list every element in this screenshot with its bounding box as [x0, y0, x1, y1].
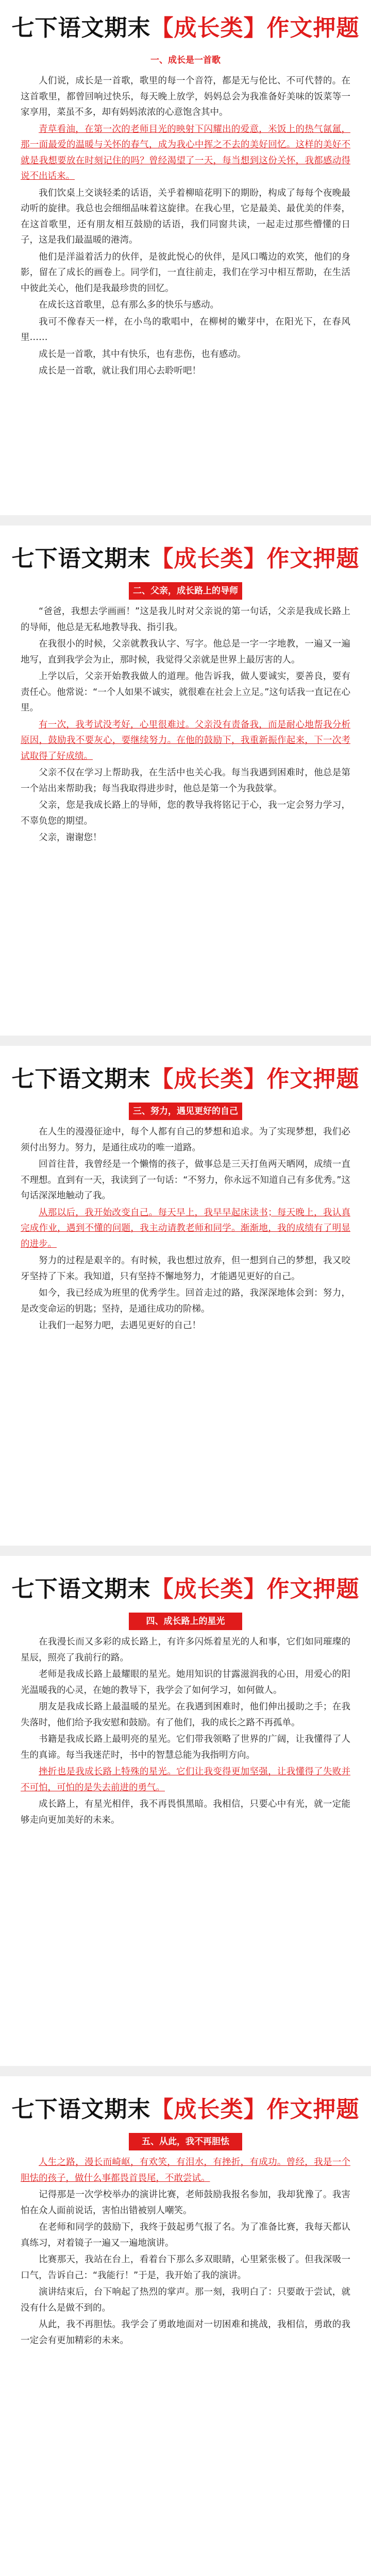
- title-mid: 【成长类】: [150, 2096, 267, 2123]
- title-left: 七下语文期末: [11, 546, 151, 572]
- essay-paragraph: 让我们一起努力吧，去遇见更好的自己！: [39, 1320, 201, 1331]
- essay-paragraph: “爸爸，我想去学画画！”这是我儿时对父亲说的第一句话，父亲是我成长路上的导师，他总是无私地教导我、指引我。: [21, 606, 350, 633]
- section-3-title: [0, 1051, 371, 1103]
- essay-paragraph: 演讲结束后，台下响起了热烈的掌声。那一刻，我明白了：只要敢于尝试，就没有什么是做不到的。: [21, 2287, 350, 2313]
- title-left: 七下语文期末: [11, 1066, 151, 1092]
- essay-paragraph-highlight: 从那以后，我开始改变自己。每天早上，我早早起床读书；每天晚上，我认真完成作业，遇到不懂的问题，我主动请教老师和同学。渐渐地，我的成绩有了明显的进步。: [21, 1207, 350, 1249]
- essay-paragraph: 在老师和同学的鼓励下，我终于鼓起勇气报了名。为了准备比赛，我每天都认真练习，对着镜子一遍又一遍地演讲。: [21, 2222, 350, 2248]
- essay-paragraph: 他们是洋溢着活力的伙伴，是彼此悦心的伙伴，是风口嘴边的欢笑，他们的身影，留在了成长的画卷上。同学们，一直往前走，我们在学习中相互帮助，在生活中彼此关心，他们是我最珍贵的回忆。: [21, 251, 350, 294]
- essay-paragraph: 上学以后，父亲开始教我做人的道理。他告诉我，做人要诚实，要善良，要有责任心。他常说：“一个人如果不诚实，就很难在社会上立足。”这句话我一直记在心里。: [21, 671, 350, 713]
- section-divider: [0, 1036, 371, 1046]
- section-1-title: [0, 0, 371, 52]
- title-left: 七下语文期末: [11, 2096, 151, 2123]
- title-mid: 【成长类】: [150, 1576, 267, 1602]
- essay-paragraph: 从此，我不再胆怯。我学会了勇敢地面对一切困难和挑战，我相信，勇敢的我一定会有更加精彩的未来。: [21, 2319, 350, 2346]
- essay-paragraph: 父亲不仅在学习上帮助我，在生活中也关心我。每当我遇到困难时，他总是第一个站出来帮助我；每当我取得进步时，他总是第一个为我鼓掌。: [21, 768, 350, 794]
- title-mid: 【成长类】: [150, 15, 267, 41]
- title-right: 作文押题: [266, 1576, 360, 1602]
- title-right: 作文押题: [266, 1066, 360, 1092]
- section-3-essay: [21, 1124, 350, 1536]
- essay-paragraph: 朋友是我成长路上最温暖的星光。在我遇到困难时，他们伸出援助之手；在我失落时，他们给予我安慰和鼓励。有了他们，我的成长之路不再孤单。: [21, 1702, 350, 1728]
- section-5-title: [0, 2081, 371, 2133]
- essay-paragraph: 努力的过程是艰辛的。有时候，我也想过放弃，但一想到自己的梦想，我又咬牙坚持了下来。我知道，只有坚持不懈地努力，才能遇见更好的自己。: [21, 1256, 350, 1282]
- section-5-essay: [21, 2155, 350, 2576]
- essay-paragraph: 在人生的漫漫征途中，每个人都有自己的梦想和追求。为了实现梦想，我们必须付出努力。努力，是通往成功的唯一道路。: [21, 1127, 350, 1153]
- essay-paragraph: 老师是我成长路上最耀眼的星光。她用知识的甘露滋润我的心田，用爱心的阳光温暖我的心灵，在她的教导下，我学会了如何学习，如何做人。: [21, 1669, 350, 1696]
- title-right: 作文押题: [266, 15, 360, 41]
- essay-paragraph: 父亲，谢谢您！: [39, 833, 102, 843]
- essay-paragraph: 人们说，成长是一首歌，歌里的每一个音符，都是无与伦比、不可代替的。在这首歌里，都曾回响过快乐，每天晚上放学，妈妈总会为我准备好美味的饭菜等一家享用，菜虽不多，却有妈妈浓浓的心意饱含其中。: [21, 76, 350, 117]
- essay-paragraph: 我可不像春天一样，在小鸟的歌唱中，在柳树的嫩芽中，在阳光下，在春风里……: [21, 316, 350, 343]
- section-5: [0, 2081, 371, 2150]
- section-5-subtitle: 五、从此，我不再胆怯: [129, 2133, 242, 2150]
- title-mid: 【成长类】: [150, 546, 267, 572]
- title-left: 七下语文期末: [11, 1576, 151, 1602]
- essay-paragraph-highlight: 挫折也是我成长路上特殊的星光。它们让我变得更加坚强，让我懂得了失败并不可怕，可怕的是失去前进的勇气。: [21, 1767, 350, 1793]
- section-3: [0, 1051, 371, 1120]
- title-right: 作文押题: [266, 2096, 360, 2123]
- essay-paragraph: 比赛那天，我站在台上，看着台下那么多双眼睛，心里紧张极了。但我深吸一口气，告诉自己：“我能行！”于是，我开始了我的演讲。: [21, 2255, 350, 2281]
- essay-paragraph: 父亲，您是我成长路上的导师，您的教导我将铭记于心，我一定会努力学习，不辜负您的期望。: [21, 800, 350, 826]
- essay-paragraph: 在成长这首歌里，总有那么多的快乐与感动。: [39, 300, 219, 310]
- essay-paragraph: 回首往昔，我曾经是一个懒惰的孩子，做事总是三天打鱼两天晒网，成绩一直不理想。直到有一天，我读到了一句话：“不努力，你永远不知道自己有多优秀。”这句话深深地触动了我。: [21, 1159, 350, 1201]
- essay-paragraph-highlight: 青草看油，在第一次的老师目光的映射下闪耀出的爱意，米饭上的热气氤氲，那一面最爱的温暖与关怀的春气，成为我心中挥之不去的美好回忆。这样的美好不就是我想要放在时刻记住的吗？曾经渴望了一天，每当想到这份关怀，我都感动得说不出话来。: [21, 124, 350, 181]
- essay-paragraph: 成长是一首歌，其中有快乐，也有悲伤，也有感动。: [39, 349, 246, 360]
- section-divider: [0, 2066, 371, 2076]
- essay-paragraph-highlight: 人生之路，漫长而崎岖，有欢笑，有泪水，有挫折，有成功。曾经，我是一个胆怯的孩子，做什么事都畏首畏尾，不敢尝试。: [21, 2157, 350, 2183]
- essay-paragraph: 书籍是我成长路上最明亮的星光。它们带我领略了世界的广阔，让我懂得了人生的真谛。每当我迷茫时，书中的智慧总能为我指明方向。: [21, 1734, 350, 1760]
- section-1-subtitle: 一、成长是一首歌: [150, 55, 221, 65]
- title-mid: 【成长类】: [150, 1066, 267, 1092]
- section-4-subtitle: 四、成长路上的星光: [129, 1613, 242, 1630]
- section-divider: [0, 1546, 371, 1556]
- title-left: 七下语文期末: [11, 15, 151, 41]
- essay-paragraph: 如今，我已经成为班里的优秀学生。回首走过的路，我深深地体会到：努力，是改变命运的钥匙；坚持，是通往成功的阶梯。: [21, 1288, 350, 1314]
- section-2-title: [0, 531, 371, 582]
- section-4: [0, 1561, 371, 1630]
- essay-paragraph: 在我漫长而又多彩的成长路上，有许多闪烁着星光的人和事，它们如同璀璨的星辰，照亮了我前行的路。: [21, 1637, 350, 1663]
- title-right: 作文押题: [266, 546, 360, 572]
- section-1-essay: [21, 73, 350, 506]
- essay-paragraph-highlight: 有一次，我考试没考好，心里很难过。父亲没有责备我，而是耐心地帮我分析原因，鼓励我不要灰心，要继续努力。在他的鼓励下，我重新振作起来，下一次考试取得了好成绩。: [21, 719, 350, 761]
- section-3-subtitle: 三、努力，遇见更好的自己: [129, 1103, 242, 1120]
- essay-paragraph: 在我很小的时候，父亲就教我认字、写字。他总是一字一字地教，一遍又一遍地写，直到我学会为止，那时候，我觉得父亲就是世界上最厉害的人。: [21, 639, 350, 665]
- essay-paragraph: 记得那是一次学校举办的演讲比赛，老师鼓励我报名参加，我却犹豫了。我害怕在众人面前说话，害怕出错被别人嘲笑。: [21, 2190, 350, 2216]
- section-2-essay: [21, 604, 350, 1026]
- section-divider: [0, 515, 371, 526]
- essay-paragraph: 我们饮桌上交谈轻柔的话语，关乎着柳暗花明下的期盼，构成了每每个夜晚最动听的旋律。我总也会细细品味着这旋律。在我心里，它是最美、最优美的伴奏，在这首歌里，还有朋友相互鼓励的话语，我们同窗共读，一起走过那些懵懂的日子，这是我们最温暖的港湾。: [21, 188, 350, 245]
- section-4-essay: [21, 1634, 350, 2057]
- section-1: [0, 0, 371, 69]
- section-4-title: [0, 1561, 371, 1613]
- essay-paragraph: 成长路上，有星光相伴，我不再畏惧黑暗。我相信，只要心中有光，就一定能够走向更加美好的未来。: [21, 1799, 350, 1825]
- section-2-subtitle: 二、父亲，成长路上的导师: [129, 582, 242, 600]
- section-2: [0, 531, 371, 600]
- essay-paragraph: 成长是一首歌，就让我们用心去聆听吧！: [39, 366, 201, 376]
